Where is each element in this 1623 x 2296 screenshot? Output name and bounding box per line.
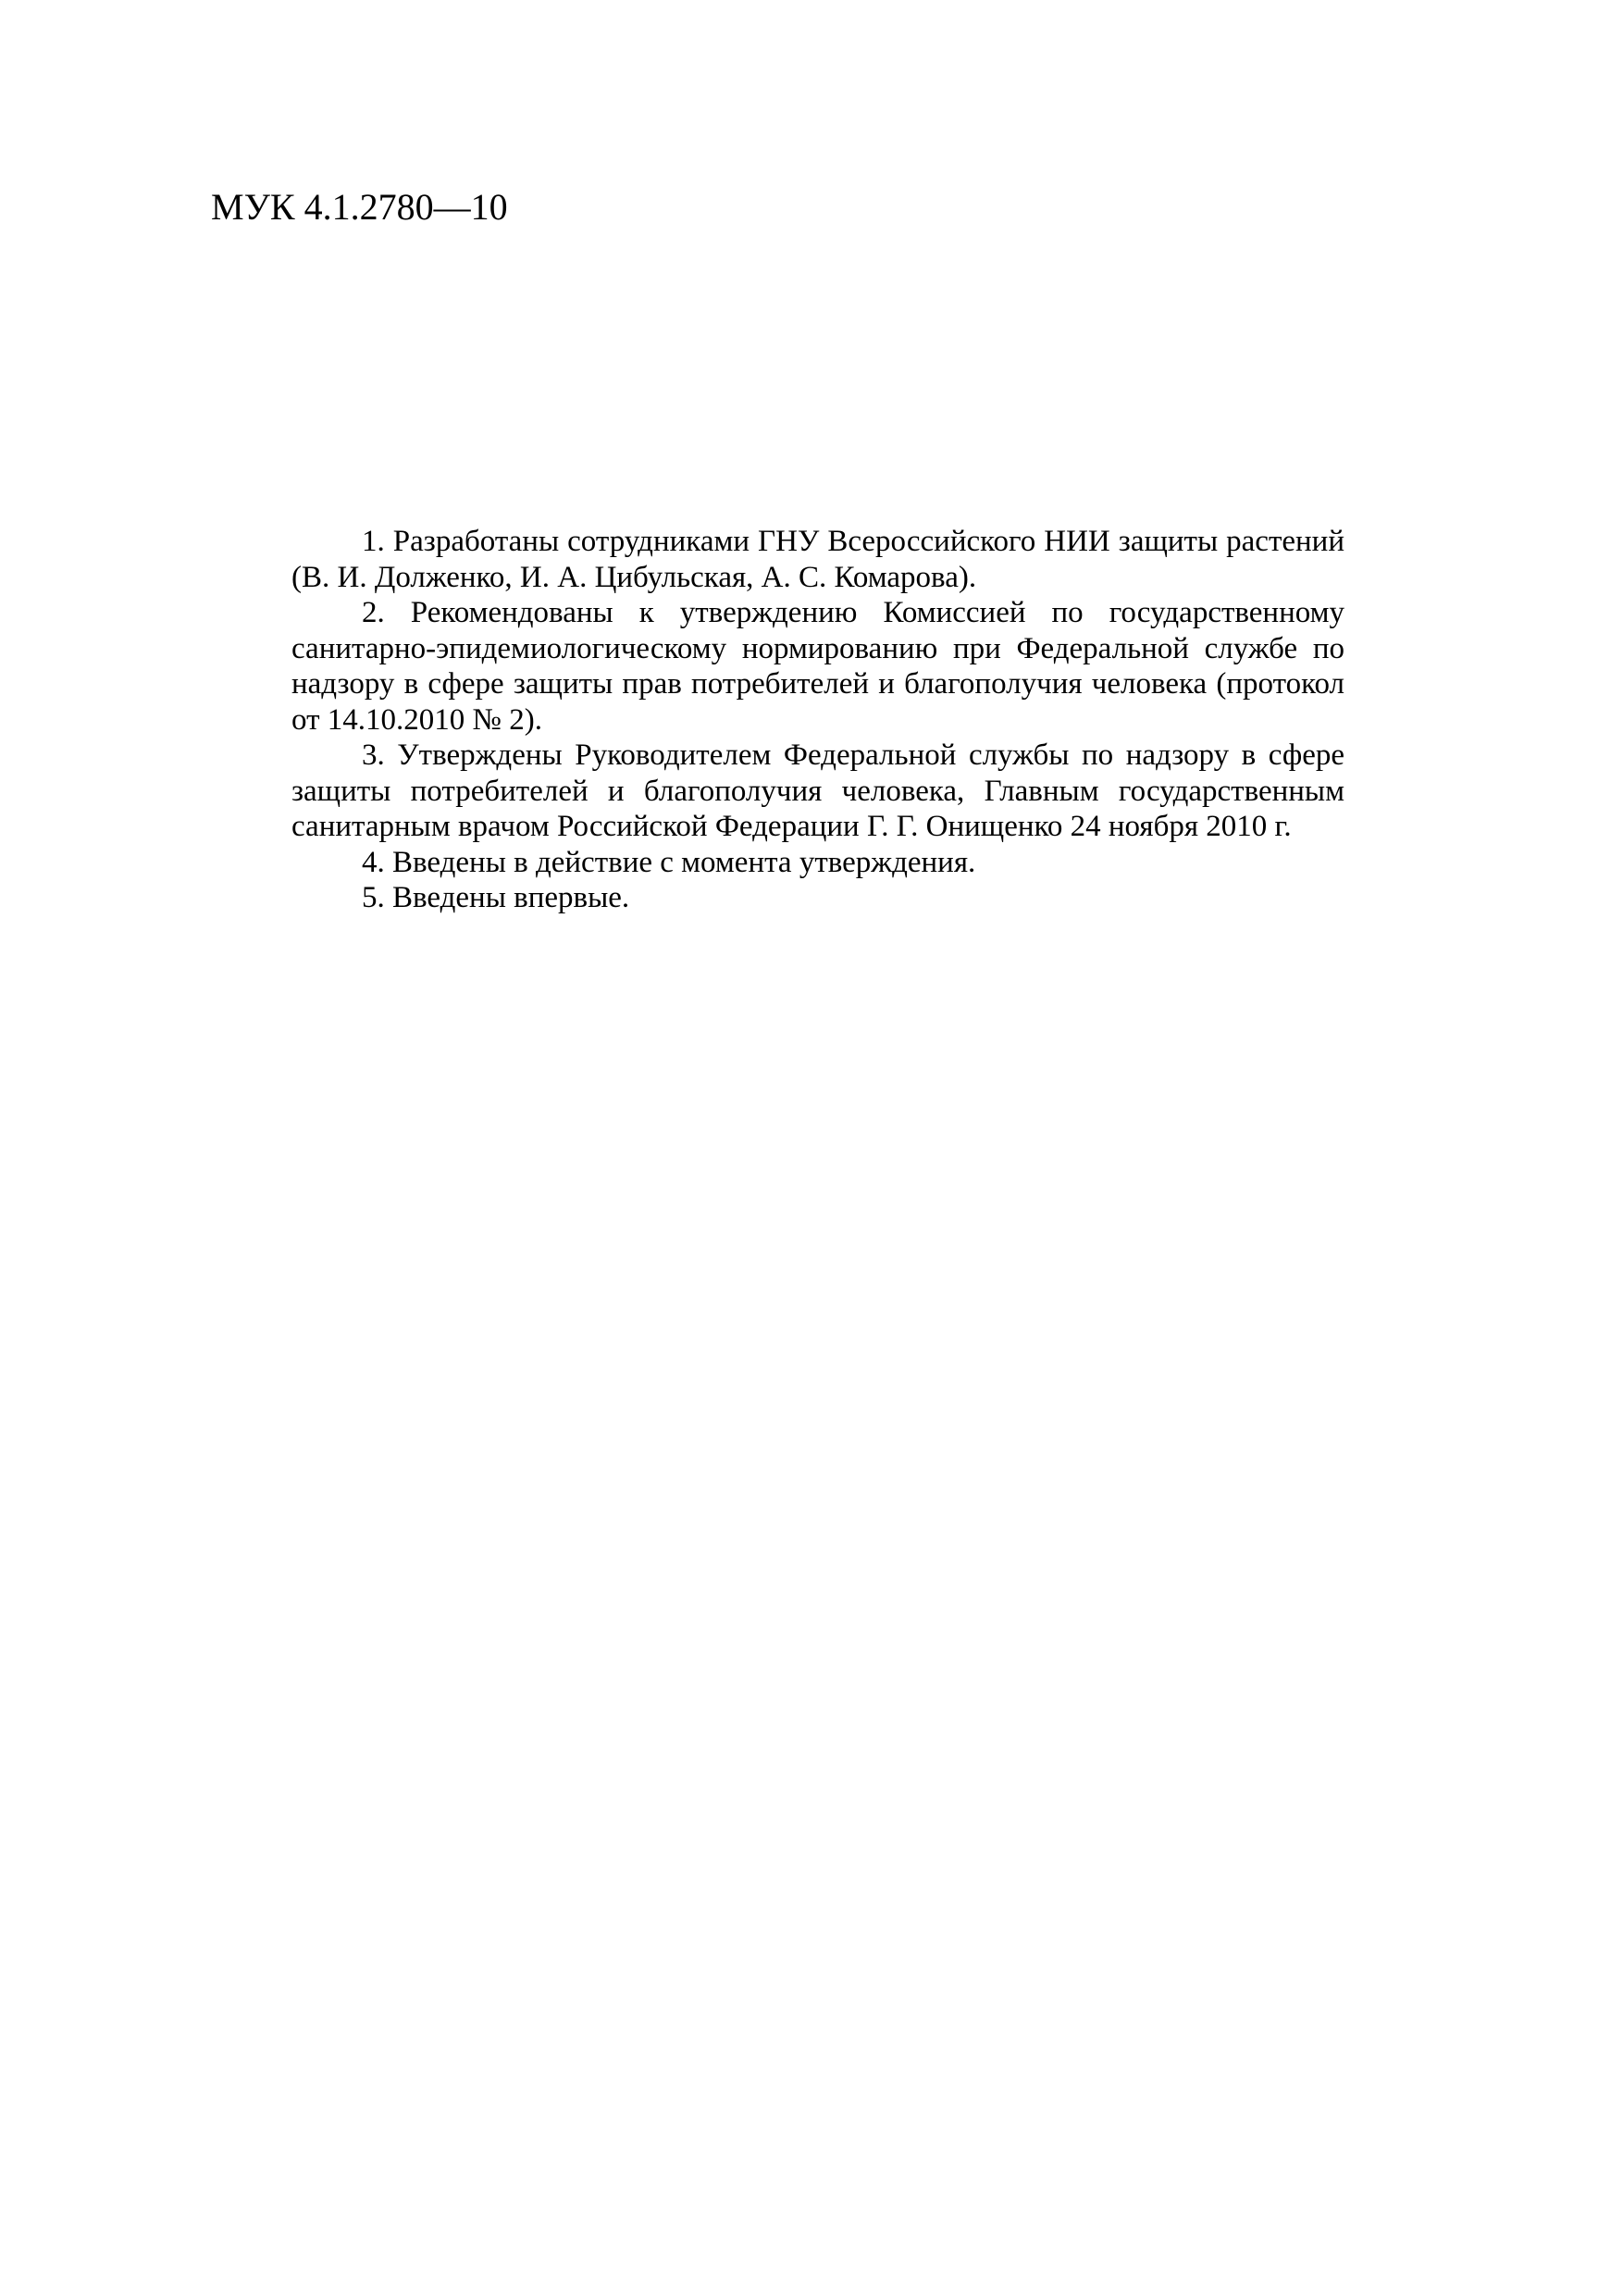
imprint-item-effective: 4. Введены в действие с момента утверждения. [362, 845, 976, 879]
imprint-item-approved: 3. Утверждены Руководителем Федеральной службы по надзору в сфере защиты потребителей и благополучия человека, Главным государственным санитарным врачом Российской Федерации Г. Г. Онищенко 24 ноября 2010 г. [291, 738, 1344, 843]
imprint-item-recommended: 2. Рекомендованы к утверждению Комиссией по государственному санитарно-эпидемиологическому нормированию при Федеральной службе по надзору в сфере защиты прав потребителей и благополучия человека (протокол от 14.10.2010 № 2). [291, 596, 1344, 737]
imprint-item-first-edition: 5. Введены впервые. [362, 881, 630, 914]
document-code-header: МУК 4.1.2780—10 [211, 186, 508, 228]
imprint-item-developers: 1. Разработаны сотрудниками ГНУ Всероссийского НИИ защиты растений (В. И. Долженко, И. А. Цибульская, А. С. Комарова). [291, 525, 1344, 594]
imprint-block [291, 524, 1344, 916]
